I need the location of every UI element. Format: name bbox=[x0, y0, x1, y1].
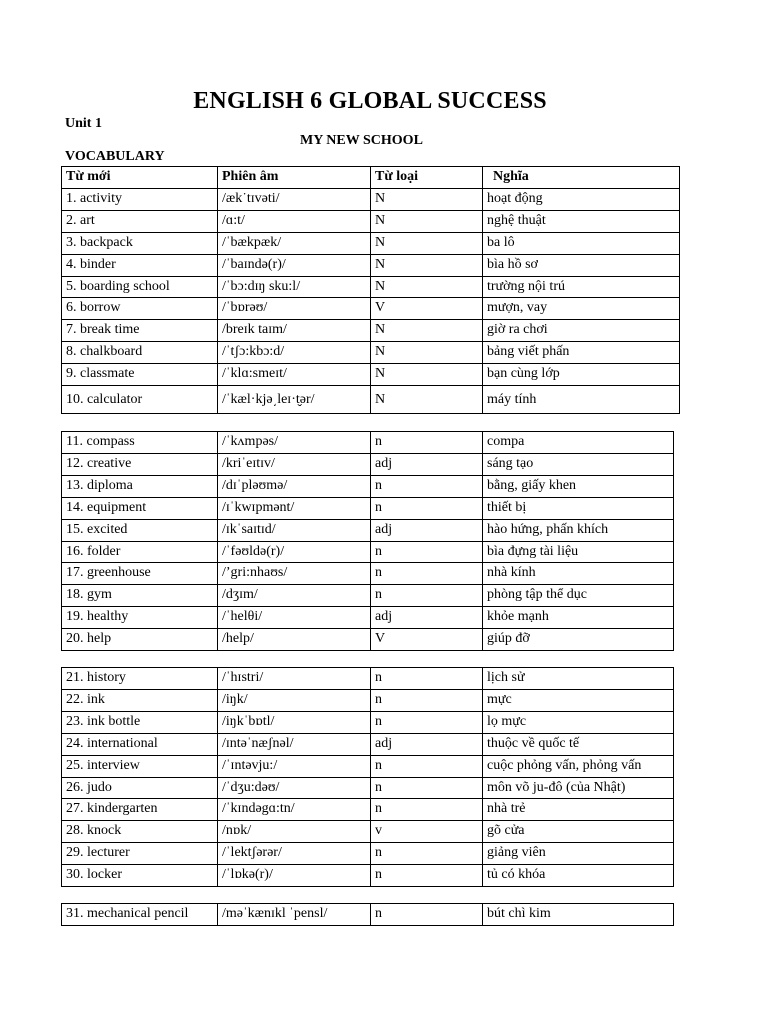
word-class-cell: n bbox=[371, 668, 483, 690]
word-cell: 2. art bbox=[62, 210, 218, 232]
word-cell: 9. classmate bbox=[62, 364, 218, 386]
word-class-cell: n bbox=[371, 497, 483, 519]
section-heading: VOCABULARY bbox=[65, 149, 165, 164]
pronunciation-cell: /ˈbɔ:dɪŋ sku:l/ bbox=[218, 276, 371, 298]
meaning-cell: nghệ thuật bbox=[483, 210, 680, 232]
meaning-cell: bảng viết phấn bbox=[483, 342, 680, 364]
word-class-cell: N bbox=[371, 342, 483, 364]
word-class-cell: N bbox=[371, 254, 483, 276]
vocabulary-table-3 bbox=[61, 667, 674, 887]
word-class-cell: n bbox=[371, 865, 483, 887]
meaning-cell: gõ cửa bbox=[483, 821, 674, 843]
table-row bbox=[62, 711, 674, 733]
word-cell: 5. boarding school bbox=[62, 276, 218, 298]
pronunciation-cell: /ˈhɪstri/ bbox=[218, 668, 371, 690]
word-cell: 31. mechanical pencil bbox=[62, 904, 218, 926]
table-row bbox=[62, 733, 674, 755]
table-row bbox=[62, 777, 674, 799]
header-new-word: Từ mới bbox=[62, 167, 218, 189]
word-class-cell: V bbox=[371, 629, 483, 651]
pronunciation-cell: /ɪˈkwɪpmənt/ bbox=[218, 497, 371, 519]
pronunciation-cell: /ˈkæl·kjə͵leɪ·t̬ər/ bbox=[218, 386, 371, 414]
table-row bbox=[62, 821, 674, 843]
meaning-cell: nhà trẻ bbox=[483, 799, 674, 821]
table-row bbox=[62, 689, 674, 711]
table-row bbox=[62, 865, 674, 887]
table-row bbox=[62, 320, 680, 342]
table-row bbox=[62, 453, 674, 475]
table-row bbox=[62, 298, 680, 320]
word-cell: 14. equipment bbox=[62, 497, 218, 519]
meaning-cell: bìa đựng tài liệu bbox=[483, 541, 674, 563]
pronunciation-cell: /ɪntəˈnæʃnəl/ bbox=[218, 733, 371, 755]
unit-label: Unit 1 bbox=[65, 116, 102, 131]
table-row bbox=[62, 276, 680, 298]
table-row bbox=[62, 254, 680, 276]
pronunciation-cell: /ˈhelθi/ bbox=[218, 607, 371, 629]
table-header-row bbox=[62, 167, 680, 189]
meaning-cell: ba lô bbox=[483, 232, 680, 254]
word-cell: 22. ink bbox=[62, 689, 218, 711]
pronunciation-cell: /iŋk/ bbox=[218, 689, 371, 711]
word-cell: 26. judo bbox=[62, 777, 218, 799]
table-row bbox=[62, 668, 674, 690]
word-class-cell: N bbox=[371, 320, 483, 342]
pronunciation-cell: /’gri:nhaʊs/ bbox=[218, 563, 371, 585]
meaning-cell: hào hứng, phấn khích bbox=[483, 519, 674, 541]
pronunciation-cell: /ˈbaɪndə(r)/ bbox=[218, 254, 371, 276]
pronunciation-cell: /ˈɪntəvju:/ bbox=[218, 755, 371, 777]
pronunciation-cell: /ˈkʌmpəs/ bbox=[218, 432, 371, 454]
pronunciation-cell: /ˈlektʃərər/ bbox=[218, 843, 371, 865]
vocabulary-table-4 bbox=[61, 903, 674, 926]
word-cell: 13. diploma bbox=[62, 475, 218, 497]
word-class-cell: n bbox=[371, 755, 483, 777]
meaning-cell: bút chì kim bbox=[483, 904, 674, 926]
word-cell: 24. international bbox=[62, 733, 218, 755]
word-cell: 27. kindergarten bbox=[62, 799, 218, 821]
table-row bbox=[62, 210, 680, 232]
table-row bbox=[62, 342, 680, 364]
header-meaning: Nghĩa bbox=[483, 167, 680, 189]
meaning-cell: bằng, giấy khen bbox=[483, 475, 674, 497]
meaning-cell: phòng tập thể dục bbox=[483, 585, 674, 607]
meaning-cell: giúp đỡ bbox=[483, 629, 674, 651]
word-cell: 30. locker bbox=[62, 865, 218, 887]
pronunciation-cell: /kriˈeɪtɪv/ bbox=[218, 453, 371, 475]
word-class-cell: N bbox=[371, 210, 483, 232]
meaning-cell: lịch sử bbox=[483, 668, 674, 690]
meaning-cell: lọ mực bbox=[483, 711, 674, 733]
meaning-cell: nhà kính bbox=[483, 563, 674, 585]
word-cell: 6. borrow bbox=[62, 298, 218, 320]
word-class-cell: n bbox=[371, 711, 483, 733]
table-row bbox=[62, 519, 674, 541]
table-row bbox=[62, 843, 674, 865]
word-cell: 20. help bbox=[62, 629, 218, 651]
table-row bbox=[62, 585, 674, 607]
meaning-cell: bìa hồ sơ bbox=[483, 254, 680, 276]
pronunciation-cell: /dʒɪm/ bbox=[218, 585, 371, 607]
word-cell: 4. binder bbox=[62, 254, 218, 276]
meaning-cell: mượn, vay bbox=[483, 298, 680, 320]
word-cell: 25. interview bbox=[62, 755, 218, 777]
word-class-cell: N bbox=[371, 232, 483, 254]
meaning-cell: hoạt động bbox=[483, 188, 680, 210]
pronunciation-cell: /nɒk/ bbox=[218, 821, 371, 843]
word-class-cell: v bbox=[371, 821, 483, 843]
meaning-cell: sáng tạo bbox=[483, 453, 674, 475]
pronunciation-cell: /ˈklɑ:smeɪt/ bbox=[218, 364, 371, 386]
word-class-cell: adj bbox=[371, 733, 483, 755]
word-class-cell: n bbox=[371, 904, 483, 926]
word-class-cell: n bbox=[371, 843, 483, 865]
meaning-cell: compa bbox=[483, 432, 674, 454]
word-cell: 12. creative bbox=[62, 453, 218, 475]
pronunciation-cell: /ˈbækpæk/ bbox=[218, 232, 371, 254]
word-class-cell: V bbox=[371, 298, 483, 320]
pronunciation-cell: /breɪk taɪm/ bbox=[218, 320, 371, 342]
meaning-cell: cuộc phỏng vấn, phỏng vấn bbox=[483, 755, 674, 777]
word-class-cell: n bbox=[371, 585, 483, 607]
word-class-cell: adj bbox=[371, 607, 483, 629]
word-class-cell: adj bbox=[371, 519, 483, 541]
word-cell: 8. chalkboard bbox=[62, 342, 218, 364]
table-row bbox=[62, 432, 674, 454]
table-row bbox=[62, 607, 674, 629]
pronunciation-cell: /help/ bbox=[218, 629, 371, 651]
word-class-cell: n bbox=[371, 475, 483, 497]
table-row bbox=[62, 904, 674, 926]
word-class-cell: N bbox=[371, 386, 483, 414]
word-cell: 10. calculator bbox=[62, 386, 218, 414]
table-row bbox=[62, 386, 680, 414]
table-row bbox=[62, 563, 674, 585]
word-cell: 23. ink bottle bbox=[62, 711, 218, 733]
word-cell: 19. healthy bbox=[62, 607, 218, 629]
pronunciation-cell: /ˈtʃɔ:kbɔ:d/ bbox=[218, 342, 371, 364]
pronunciation-cell: /ˈdʒu:dəʊ/ bbox=[218, 777, 371, 799]
table-row bbox=[62, 799, 674, 821]
word-cell: 11. compass bbox=[62, 432, 218, 454]
meaning-cell: trường nội trú bbox=[483, 276, 680, 298]
word-class-cell: n bbox=[371, 541, 483, 563]
word-class-cell: N bbox=[371, 188, 483, 210]
pronunciation-cell: /æk˙tɪvəti/ bbox=[218, 188, 371, 210]
meaning-cell: bạn cùng lớp bbox=[483, 364, 680, 386]
meaning-cell: máy tính bbox=[483, 386, 680, 414]
table-row bbox=[62, 188, 680, 210]
word-class-cell: adj bbox=[371, 453, 483, 475]
word-class-cell: n bbox=[371, 777, 483, 799]
pronunciation-cell: /məˈkænɪkl ˈpensl/ bbox=[218, 904, 371, 926]
table-row bbox=[62, 497, 674, 519]
table-row bbox=[62, 232, 680, 254]
word-cell: 28. knock bbox=[62, 821, 218, 843]
header-pronunciation: Phiên âm bbox=[218, 167, 371, 189]
word-class-cell: N bbox=[371, 276, 483, 298]
vocabulary-table-2 bbox=[61, 431, 674, 651]
table-row bbox=[62, 364, 680, 386]
word-cell: 3. backpack bbox=[62, 232, 218, 254]
vocabulary-table-1 bbox=[61, 166, 680, 414]
meaning-cell: môn võ ju-đô (của Nhật) bbox=[483, 777, 674, 799]
unit-subtitle: MY NEW SCHOOL bbox=[300, 133, 423, 148]
word-cell: 21. history bbox=[62, 668, 218, 690]
word-cell: 15. excited bbox=[62, 519, 218, 541]
word-cell: 16. folder bbox=[62, 541, 218, 563]
word-class-cell: n bbox=[371, 689, 483, 711]
meaning-cell: giờ ra chơi bbox=[483, 320, 680, 342]
meaning-cell: tủ có khóa bbox=[483, 865, 674, 887]
pronunciation-cell: /ɑ:t/ bbox=[218, 210, 371, 232]
word-cell: 17. greenhouse bbox=[62, 563, 218, 585]
word-class-cell: n bbox=[371, 563, 483, 585]
table-row bbox=[62, 629, 674, 651]
meaning-cell: thuộc về quốc tế bbox=[483, 733, 674, 755]
word-cell: 7. break time bbox=[62, 320, 218, 342]
pronunciation-cell: /ˈkɪndəgɑ:tn/ bbox=[218, 799, 371, 821]
pronunciation-cell: /ˈlɒkə(r)/ bbox=[218, 865, 371, 887]
word-class-cell: N bbox=[371, 364, 483, 386]
word-cell: 18. gym bbox=[62, 585, 218, 607]
table-row bbox=[62, 541, 674, 563]
pronunciation-cell: /iŋkˈbɒtl/ bbox=[218, 711, 371, 733]
word-class-cell: n bbox=[371, 432, 483, 454]
pronunciation-cell: /ˈbɒrəʊ/ bbox=[218, 298, 371, 320]
document-title: ENGLISH 6 GLOBAL SUCCESS bbox=[193, 88, 547, 114]
pronunciation-cell: /dɪˈpləʊmə/ bbox=[218, 475, 371, 497]
word-class-cell: n bbox=[371, 799, 483, 821]
word-cell: 29. lecturer bbox=[62, 843, 218, 865]
pronunciation-cell: /ɪkˈsaɪtɪd/ bbox=[218, 519, 371, 541]
meaning-cell: mực bbox=[483, 689, 674, 711]
table-row bbox=[62, 475, 674, 497]
meaning-cell: khỏe mạnh bbox=[483, 607, 674, 629]
meaning-cell: thiết bị bbox=[483, 497, 674, 519]
pronunciation-cell: /ˈfəʊldə(r)/ bbox=[218, 541, 371, 563]
table-row bbox=[62, 755, 674, 777]
header-word-class: Từ loại bbox=[371, 167, 483, 189]
meaning-cell: giảng viên bbox=[483, 843, 674, 865]
word-cell: 1. activity bbox=[62, 188, 218, 210]
